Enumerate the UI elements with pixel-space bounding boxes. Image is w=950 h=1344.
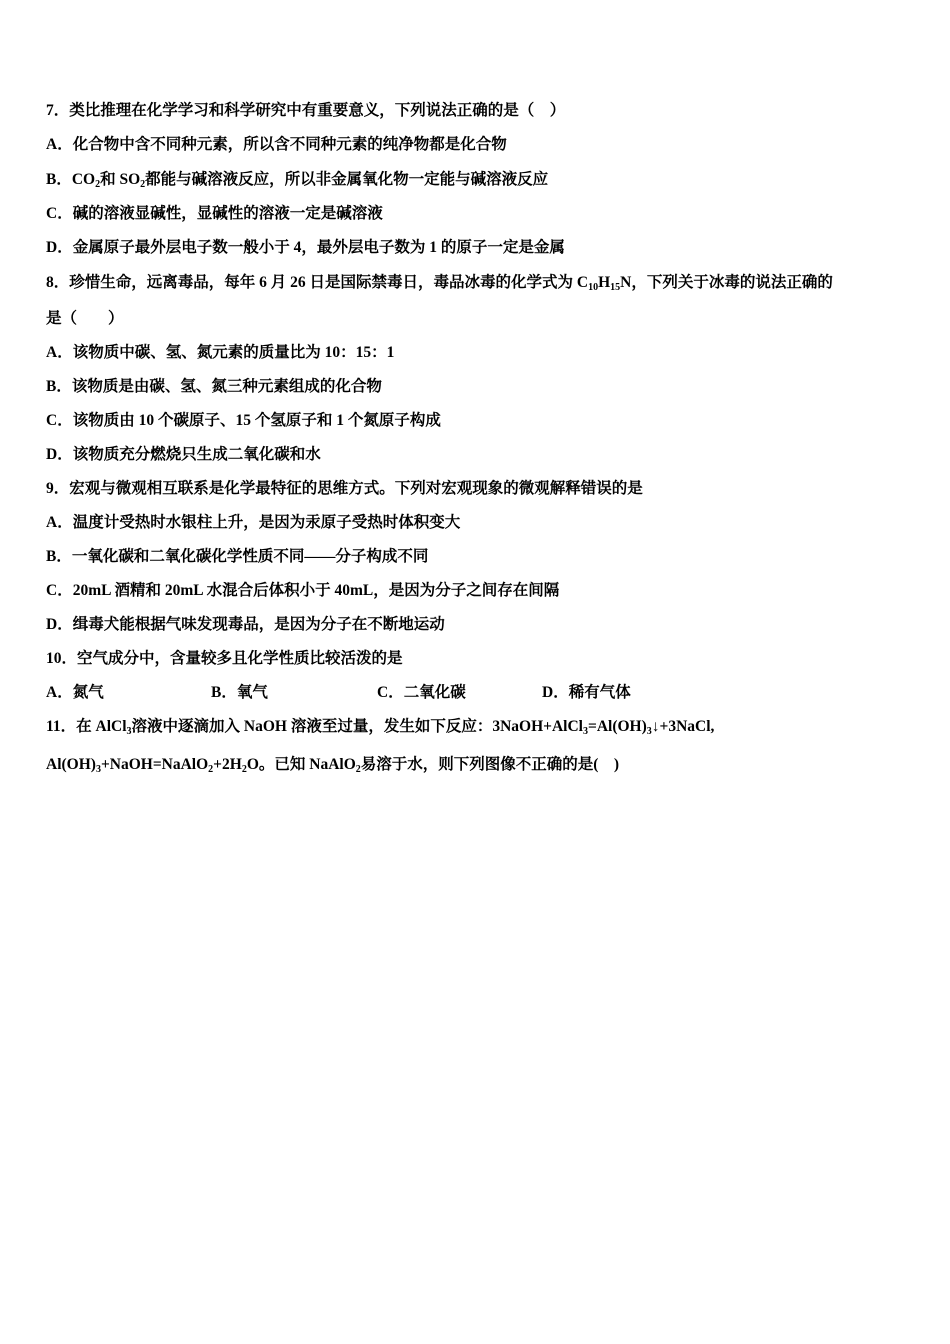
q11-l2-text-3: +2H xyxy=(213,756,242,773)
q9-option-d: D．缉毒犬能根据气味发现毒品，是因为分子在不断地运动 xyxy=(46,616,445,633)
q7-option-a: A．化合物中含不同种元素，所以含不同种元素的纯净物都是化合物 xyxy=(46,136,507,153)
q11-l1-text-2: 溶液中逐滴加入 NaOH 溶液至过量，发生如下反应：3NaOH+AlCl xyxy=(131,718,583,735)
q8-stem-line2: 是（ ） xyxy=(46,310,124,327)
q11-l2-text-2: +NaOH=NaAlO xyxy=(100,756,209,773)
q11-l2-sub-2: 2 xyxy=(208,764,214,775)
q8-stem-line1 xyxy=(46,273,833,293)
q10-stem: 10．空气成分中，含量较多且化学性质比较活泼的是 xyxy=(46,650,403,667)
q9-option-c: C．20mL 酒精和 20mL 水混合后体积小于 40mL，是因为分子之间存在间隔 xyxy=(46,582,560,599)
q7-option-b xyxy=(46,170,548,190)
q11-stem-line1 xyxy=(46,717,714,737)
q11-l2-text-4: O。已知 NaAlO xyxy=(246,756,356,773)
q11-l1-sub-3: 3 xyxy=(646,726,652,737)
q11-l2-text-5: 易溶于水，则下列图像不正确的是( ) xyxy=(360,756,620,773)
q9-stem: 9．宏观与微观相互联系是化学最特征的思维方式。下列对宏观现象的微观解释错误的是 xyxy=(46,480,643,497)
q10-option-d: D．稀有气体 xyxy=(542,684,631,701)
q7-b-text-3: 都能与碱溶液反应，所以非金属氧化物一定能与碱溶液反应 xyxy=(145,171,549,188)
q7-b-text-1: B．CO xyxy=(46,171,96,188)
q8-option-d: D．该物质充分燃烧只生成二氧化碳和水 xyxy=(46,446,321,463)
q8-option-a: A．该物质中碳、氢、氮元素的质量比为 10：15：1 xyxy=(46,344,395,361)
q8-option-c: C．该物质由 10 个碳原子、15 个氢原子和 1 个氮原子构成 xyxy=(46,412,441,429)
q7-stem: 7．类比推理在化学学习和科学研究中有重要意义，下列说法正确的是（ ） xyxy=(46,102,566,119)
q9-option-a: A．温度计受热时水银柱上升，是因为汞原子受热时体积变大 xyxy=(46,514,461,531)
q8-stem-text-3: N，下列关于冰毒的说法正确的 xyxy=(620,274,833,291)
q10-options-row xyxy=(46,683,906,703)
q8-stem-sub-1: 10 xyxy=(588,282,599,293)
q7-b-sub-1: 2 xyxy=(95,179,101,190)
q11-l2-sub-3: 2 xyxy=(241,764,247,775)
q7-b-text-2: 和 SO xyxy=(100,171,141,188)
q8-stem-text-2: H xyxy=(598,274,611,291)
q10-option-b: B．氧气 xyxy=(211,684,268,701)
q9-option-b: B．一氧化碳和二氧化碳化学性质不同——分子构成不同 xyxy=(46,548,429,565)
q8-stem-text-1: 8．珍惜生命，远离毒品，每年 6 月 26 日是国际禁毒日，毒品冰毒的化学式为 C xyxy=(46,274,589,291)
q11-l1-sub-1: 3 xyxy=(126,726,132,737)
q11-l1-text-1: 11．在 AlCl xyxy=(46,718,127,735)
q7-option-d: D．金属原子最外层电子数一般小于 4，最外层电子数为 1 的原子一定是金属 xyxy=(46,239,565,256)
q11-stem-line2 xyxy=(46,755,619,775)
q11-l1-text-3: =Al(OH) xyxy=(587,718,647,735)
q7-option-c: C．碱的溶液显碱性，显碱性的溶液一定是碱溶液 xyxy=(46,205,383,222)
q11-l1-text-4: ↓+3NaCl, xyxy=(651,718,715,735)
q11-l2-sub-4: 2 xyxy=(355,764,361,775)
q11-l1-sub-2: 3 xyxy=(582,726,588,737)
q10-option-a: A．氮气 xyxy=(46,684,104,701)
q11-l2-sub-1: 3 xyxy=(95,764,101,775)
q10-option-c: C．二氧化碳 xyxy=(377,684,466,701)
q8-stem-sub-2: 15 xyxy=(610,282,621,293)
q11-l2-text-1: Al(OH) xyxy=(46,756,96,773)
q8-option-b: B．该物质是由碳、氢、氮三种元素组成的化合物 xyxy=(46,378,382,395)
q7-b-sub-2: 2 xyxy=(140,179,146,190)
